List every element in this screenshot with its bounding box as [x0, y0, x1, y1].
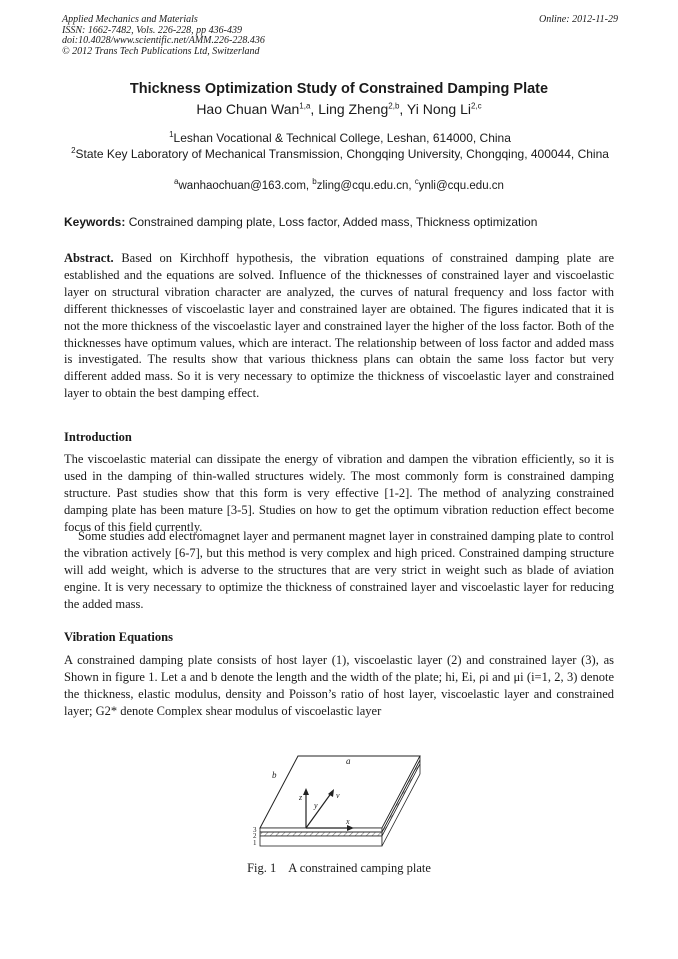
abstract-label: Abstract.	[64, 251, 114, 265]
label-b: b	[272, 770, 277, 780]
host-layer-front	[260, 836, 382, 846]
journal-header	[62, 15, 618, 57]
abstract-text: Based on Kirchhoff hypothesis, the vibration equations of constrained damping plate are established and the equations are solved. Influence of the thicknesses of constrained layer and viscoelastic layer on structural vibration character are analyzed, the curves of natural frequency and loss factor with different thicknesses of viscoelastic layer and constrained layer are obtained. The figures indicated that it is not the more thickness of the viscoelastic layer and constrained layer the higher of the loss factor. Both of the thicknesses have optimum values, which are interact. The relationship between of loss factor and added mass is investigated. The results show that various thickness plans can obtain the same loss factor but very different added mass. So it is very necessary to optimize the thickness of viscoelastic layer and constrained layer to obtain the best damping effect.	[64, 251, 614, 401]
label-layer-1: 1	[253, 839, 257, 847]
viscoelastic-layer-front	[260, 832, 382, 836]
author-sup: 2,c	[471, 101, 482, 111]
label-layer-3: 3	[253, 826, 257, 834]
author-name: Hao Chuan Wan	[196, 101, 300, 117]
figure-caption	[0, 861, 678, 876]
author-emails: $^a$wanhaochuan@163.com, $^b$zling@cqu.edu.cn, $^c$ynli@cqu.edu.cn	[174, 177, 504, 192]
author-name: Ling Zheng	[318, 101, 389, 117]
abstract-paragraph	[64, 250, 614, 402]
affiliation-2: $^2$State Key Laboratory of Mechanical Transmission, Chongqing University, Chongqing, 400044, China	[71, 146, 609, 161]
email-link[interactable]: zling@cqu.edu.cn	[316, 180, 409, 192]
journal-name: Applied Mechanics and Materials	[62, 14, 198, 25]
intro-paragraph-2: Some studies add electromagnet layer and permanent magnet layer in constrained damping plate to control the vibration actively [6-7], but this method is very complex and high priced. Constrained damping structure will add weight, which is adverse to the structures that are very strict in weight such as blade of aviation engine. It is very necessary to optimize the thickness of constrained layer and viscoelastic layer for reducing the added mass.	[64, 529, 614, 611]
vibration-paragraph-1: A constrained damping plate consists of host layer (1), viscoelastic layer (2) and constrained layer (3), as Shown in figure 1. Let a and b denote the length and the width of the plate; hi, Ei, ρi and μi (i=1, 2, 3) denote the thickness, elastic modulus, density and Poisson’s ratio of host layer, viscoelastic layer and constrained layer; G2* denote Complex shear modulus of viscoelastic layer	[64, 653, 614, 718]
label-y: y	[314, 801, 318, 810]
label-z: z	[299, 793, 303, 802]
keywords-label: Keywords:	[64, 215, 126, 229]
section-heading-introduction: Introduction	[64, 430, 132, 444]
intro-paragraph-1: The viscoelastic material can dissipate the energy of vibration and dampen the vibration efficiently, so it is used in the damping of thin-walled structures widely. The most commonly form is constrained damping structure. Past studies show that this form is very effective [1-2]. The method of analyzing constrained damping plate has been mature [3-5]. Studies on how to get the optimum vibration reduction effect become focus of this field currently.	[64, 452, 614, 534]
author-sup: 2,b	[388, 101, 400, 111]
label-v: v	[336, 791, 340, 800]
label-layer-2: 2	[253, 832, 257, 840]
email-link[interactable]: wanhaochuan@163.com	[178, 180, 306, 192]
keywords-line	[64, 215, 620, 229]
caption-text: A constrained camping plate	[288, 861, 431, 875]
author-list: Hao Chuan Wan$^{1,a}$, Ling Zheng$^{2,b}$, Yi Nong Li$^{2,c}$	[196, 101, 482, 117]
author-sup: 1,a	[299, 101, 311, 111]
keywords-text: Constrained damping plate, Loss factor, Added mass, Thickness optimization	[128, 215, 538, 229]
figure-plate-diagram	[250, 748, 428, 858]
affiliation-1: $^1$Leshan Vocational & Technical College, Leshan, 614000, China	[169, 130, 511, 145]
online-date: Online: 2012-11-29	[539, 14, 618, 25]
label-a: a	[346, 756, 351, 766]
issn-line: ISSN: 1662-7482, Vols. 226-228, pp 436-439	[62, 24, 242, 36]
author-name: Yi Nong Li	[406, 101, 471, 117]
paper-title: Thickness Optimization Study of Constrained Damping Plate	[129, 81, 549, 97]
label-x: x	[346, 817, 350, 826]
doi-line[interactable]: doi:10.4028/www.scientific.net/AMM.226-228.436	[62, 35, 265, 46]
email-link[interactable]: ynli@cqu.edu.cn	[418, 180, 504, 192]
caption-number: Fig. 1	[247, 861, 277, 875]
copyright-line: © 2012 Trans Tech Publications Ltd, Switzerland	[62, 45, 260, 57]
section-heading-vibration: Vibration Equations	[64, 630, 173, 644]
